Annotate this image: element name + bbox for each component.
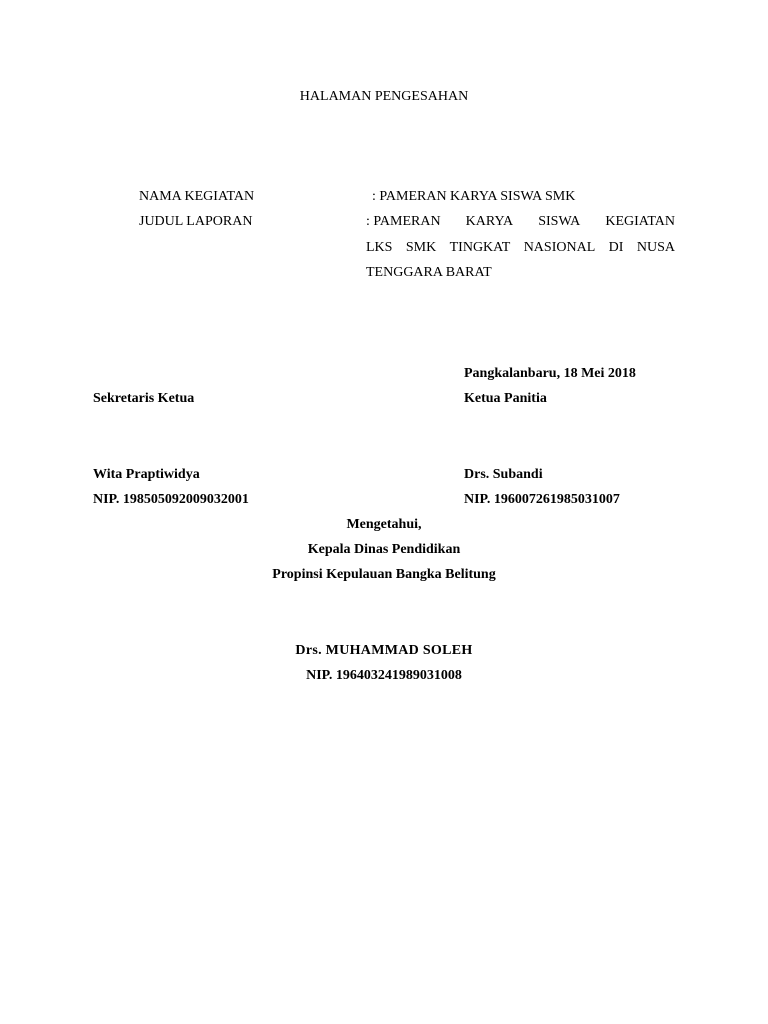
left-signer-nip: NIP. 198505092009032001 <box>93 492 249 507</box>
approval-office-line-1: Kepala Dinas Pendidikan <box>307 542 461 557</box>
judul-word: SMK <box>405 240 437 255</box>
judul-laporan-line-1 <box>366 213 675 230</box>
judul-word: SISWA <box>538 214 581 229</box>
judul-word: : PAMERAN <box>366 214 441 229</box>
left-signer-role: Sekretaris Ketua <box>93 391 195 406</box>
judul-word: KARYA <box>465 214 514 229</box>
approval-name: Drs. MUHAMMAD SOLEH <box>295 643 473 658</box>
right-signer-role: Ketua Panitia <box>464 391 547 406</box>
place-date: Pangkalanbaru, 18 Mei 2018 <box>464 366 636 381</box>
approval-office-line-2: Propinsi Kepulauan Bangka Belitung <box>272 567 496 582</box>
approval-nip: NIP. 196403241989031008 <box>306 668 462 683</box>
judul-word: TINGKAT <box>449 240 511 255</box>
approval-heading: Mengetahui, <box>346 517 422 532</box>
judul-word: NUSA <box>636 240 675 255</box>
judul-laporan-line-2 <box>366 239 675 256</box>
nama-kegiatan-label: NAMA KEGIATAN <box>139 189 255 204</box>
right-signer-nip: NIP. 196007261985031007 <box>464 492 620 507</box>
judul-word: LKS <box>366 240 393 255</box>
judul-word: NASIONAL <box>523 240 596 255</box>
judul-laporan-label: JUDUL LAPORAN <box>139 214 253 229</box>
judul-word: DI <box>608 240 624 255</box>
judul-laporan-line-3: TENGGARA BARAT <box>366 265 492 280</box>
page-title: HALAMAN PENGESAHAN <box>299 89 469 104</box>
right-signer-name: Drs. Subandi <box>464 467 543 482</box>
judul-word: KEGIATAN <box>605 214 675 229</box>
left-signer-name: Wita Praptiwidya <box>93 467 200 482</box>
nama-kegiatan-value: : PAMERAN KARYA SISWA SMK <box>372 189 576 204</box>
